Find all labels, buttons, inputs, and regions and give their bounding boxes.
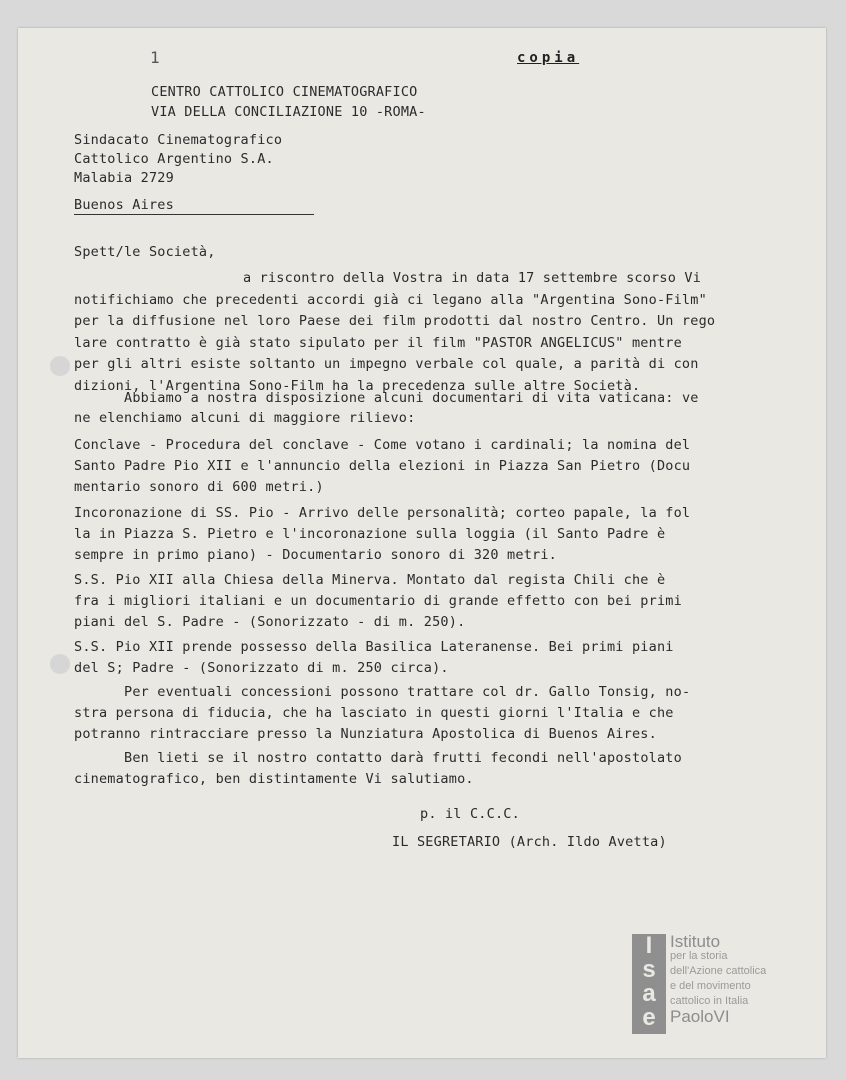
body-line: Ben lieti se il nostro contatto darà frutti fecondi nell'apostolato xyxy=(124,750,682,766)
body-line: la in Piazza S. Pietro e l'incoronazione sulla loggia (il Santo Padre è xyxy=(74,526,666,542)
body-line: piani del S. Padre - (Sonorizzato - di m. 250). xyxy=(74,614,466,630)
body-line: Incoronazione di SS. Pio - Arrivo delle personalità; corteo papale, la fol xyxy=(74,505,691,521)
logo-letters: I s a e xyxy=(632,934,666,1034)
body-line: a riscontro della Vostra in data 17 settembre scorso Vi xyxy=(243,270,702,286)
recipient-city: Buenos Aires xyxy=(74,197,174,213)
body-line: S.S. Pio XII prende possesso della Basilica Lateranense. Bei primi piani xyxy=(74,639,674,655)
body-line: sempre in primo piano) - Documentario sonoro di 320 metri. xyxy=(74,547,558,563)
body-line: per la diffusione nel loro Paese dei film prodotti dal nostro Centro. Un rego xyxy=(74,313,716,329)
archive-logo xyxy=(632,934,782,1034)
body-line: stra persona di fiducia, che ha lasciato in questi giorni l'Italia e che xyxy=(74,705,674,721)
punch-hole xyxy=(50,356,70,376)
body-line: fra i migliori italiani e un documentario di grande effetto con bei primi xyxy=(74,593,682,609)
recipient-line: Cattolico Argentino S.A. xyxy=(74,151,274,167)
signature-line: p. il C.C.C. xyxy=(420,806,520,822)
body-line: ne elenchiamo alcuni di maggiore rilievo: xyxy=(74,410,416,426)
body-line: mentario sonoro di 600 metri.) xyxy=(74,479,324,495)
copy-label: copia xyxy=(517,50,580,66)
body-line: lare contratto è già stato sipulato per il film "PASTOR ANGELICUS" mentre xyxy=(74,335,682,351)
page-number: 1 xyxy=(150,48,160,67)
body-line: notifichiamo che precedenti accordi già ci legano alla "Argentina Sono-Film" xyxy=(74,292,707,308)
body-line: Per eventuali concessioni possono trattare col dr. Gallo Tonsig, no- xyxy=(124,684,691,700)
logo-text: Istituto per la storia dell'Azione cattolica e del movimento cattolico in Italia PaoloVI xyxy=(670,932,767,1026)
body-line: potranno rintracciare presso la Nunziatura Apostolica di Buenos Aires. xyxy=(74,726,657,742)
punch-hole xyxy=(50,654,70,674)
body-line: per gli altri esiste soltanto un impegno verbale col quale, a parità di con xyxy=(74,356,699,372)
body-line: dizioni, l'Argentina Sono-Film ha la precedenza sulle altre Società. xyxy=(74,378,641,394)
body-line: Abbiamo a nostra disposizione alcuni documentari di vita vaticana: ve xyxy=(124,390,699,406)
city-underline xyxy=(74,214,314,215)
salutation: Spett/le Società, xyxy=(74,244,216,260)
body-line: del S; Padre - (Sonorizzato di m. 250 circa). xyxy=(74,660,449,676)
recipient-line: Malabia 2729 xyxy=(74,170,174,186)
sender-address: VIA DELLA CONCILIAZIONE 10 -ROMA- xyxy=(151,104,426,120)
signature-line: IL SEGRETARIO (Arch. Ildo Avetta) xyxy=(392,834,667,850)
body-line: cinematografico, ben distintamente Vi salutiamo. xyxy=(74,771,474,787)
recipient-line: Sindacato Cinematografico xyxy=(74,132,283,148)
body-line: S.S. Pio XII alla Chiesa della Minerva. Montato dal regista Chili che è xyxy=(74,572,666,588)
body-line: Santo Padre Pio XII e l'annuncio della elezioni in Piazza San Pietro (Docu xyxy=(74,458,691,474)
body-line: Conclave - Procedura del conclave - Come votano i cardinali; la nomina del xyxy=(74,437,691,453)
sender-name: CENTRO CATTOLICO CINEMATOGRAFICO xyxy=(151,84,418,100)
